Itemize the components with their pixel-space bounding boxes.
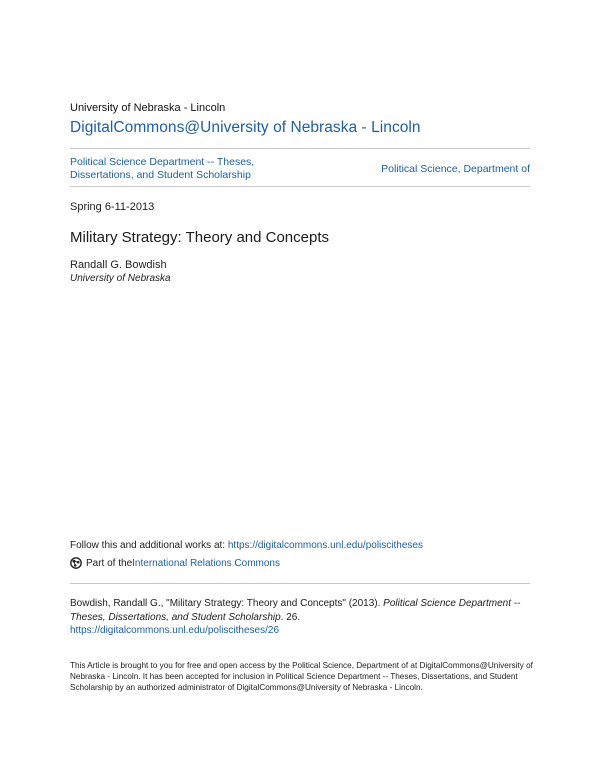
author-name: Randall G. Bowdish [70, 259, 167, 271]
citation-url-link[interactable]: https://digitalcommons.unl.edu/poliscitheses/26 [70, 625, 280, 636]
follow-url-link[interactable]: https://digitalcommons.unl.edu/poliscitheses [227, 540, 423, 551]
recommended-citation [70, 597, 540, 638]
access-notice: This Article is brought to you for free and open access by the Political Science, Department of at DigitalCommons@University of Nebraska - Lincoln. It has been accepted for inclusion in Political Science Department -- Theses, Dissertations, and Student Scholarship by an authorized administrator of DigitalCommons@University of Nebraska - Lincoln. [70, 661, 533, 692]
publication-date: Spring 6-11-2013 [70, 201, 155, 213]
top-divider [70, 148, 530, 149]
follow-prefix: Follow this and additional works at: [70, 540, 228, 551]
author-affiliation: University of Nebraska [70, 273, 171, 284]
header-bottom-divider [70, 186, 530, 187]
repository-link[interactable]: DigitalCommons@University of Nebraska - Lincoln [70, 119, 421, 136]
part-of-line [70, 557, 280, 569]
series-link[interactable] [70, 156, 310, 181]
commons-link[interactable]: International Relations Commons [132, 557, 280, 569]
commons-network-icon [70, 557, 82, 569]
institution-name: University of Nebraska - Lincoln [70, 102, 226, 114]
department-link[interactable]: Political Science, Department of [381, 163, 530, 175]
series-link-line1: Political Science Department -- Theses, [70, 156, 255, 168]
citation-number: . 26. [280, 611, 301, 623]
citation-series: Political Science Department -- Theses, Dissertations, and Student Scholarship [70, 598, 521, 623]
series-link-line2: Dissertations, and Student Scholarship [70, 168, 251, 181]
article-title: Military Strategy: Theory and Concepts [70, 229, 330, 246]
citation-lead: Bowdish, Randall G., "Military Strategy: Theory and Concepts" (2013). [70, 598, 384, 609]
citation-divider [70, 583, 530, 584]
part-of-prefix: Part of the [86, 557, 133, 569]
follow-line [70, 540, 423, 551]
